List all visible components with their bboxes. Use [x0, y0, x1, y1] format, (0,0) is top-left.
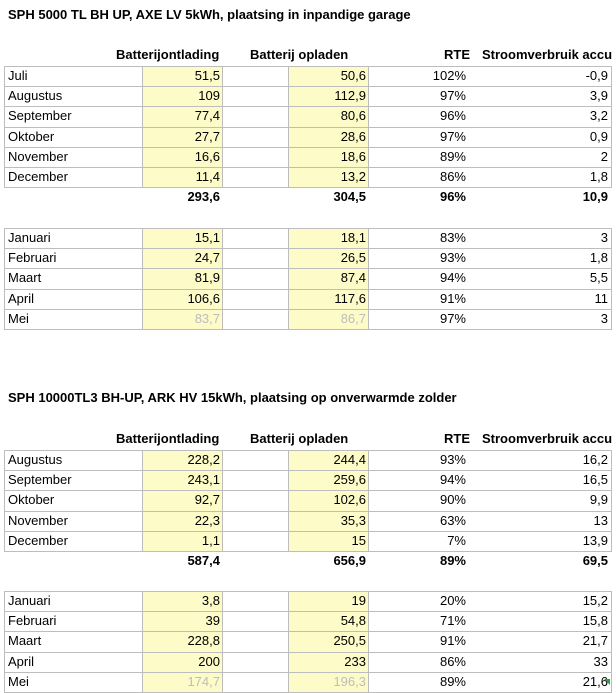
opladen-cell: 54,8	[340, 613, 366, 629]
table-title: SPH 10000TL3 BH-UP, ARK HV 15kWh, plaatsing op onverwarmde zolder	[8, 390, 457, 405]
ontlading-cell: 174,7	[187, 673, 220, 689]
ontlading-cell: 109	[198, 88, 220, 104]
opladen-cell: 196,3	[333, 673, 366, 689]
table-row	[0, 228, 616, 248]
ontlading-cell: 228,8	[187, 633, 220, 649]
month-cell: Augustus	[8, 88, 63, 104]
table-row	[0, 470, 616, 490]
stroom-cell: 2	[600, 148, 608, 164]
month-cell: Juli	[8, 68, 28, 83]
total-rte: 96%	[439, 189, 466, 204]
stroom-cell: 33	[593, 653, 608, 669]
rte-cell: 91%	[439, 290, 466, 306]
table-row	[0, 591, 616, 611]
table-row	[0, 531, 616, 551]
total-opladen: 656,9	[333, 553, 366, 568]
opladen-cell: 250,5	[333, 633, 366, 649]
rte-cell: 102%	[432, 68, 466, 83]
header-rte: RTE	[444, 47, 470, 62]
ontlading-cell: 1,1	[201, 532, 220, 548]
ontlading-cell: 24,7	[194, 250, 220, 266]
stroom-cell: 11	[594, 290, 608, 306]
table-row	[0, 167, 616, 187]
stroom-cell: 13,9	[582, 532, 608, 548]
month-cell: Maart	[8, 633, 42, 649]
month-cell: December	[8, 532, 68, 548]
ontlading-cell: 83,7	[194, 310, 220, 326]
header-rte: RTE	[444, 431, 470, 446]
table-title: SPH 5000 TL BH UP, AXE LV 5kWh, plaatsing in inpandige garage	[8, 7, 411, 22]
opladen-cell: 80,6	[340, 108, 366, 124]
opladen-cell: 117,6	[334, 290, 366, 306]
month-cell: September	[8, 472, 72, 488]
stroom-cell: 3,9	[589, 88, 608, 104]
ontlading-cell: 92,7	[194, 492, 220, 508]
rte-cell: 91%	[439, 633, 466, 649]
month-cell: Januari	[8, 593, 51, 608]
table-row	[0, 490, 616, 510]
stroom-cell: 16,5	[582, 472, 608, 488]
stroom-cell: 1,8	[589, 250, 608, 266]
rte-cell: 96%	[439, 108, 466, 124]
header-batterijontlading: Batterijontlading	[116, 47, 220, 62]
ontlading-cell: 106,6	[187, 290, 220, 306]
total-ontlading: 293,6	[187, 189, 220, 204]
stroom-cell: -0,9	[585, 68, 608, 83]
ontlading-cell: 15,1	[194, 230, 220, 245]
table-row	[0, 86, 616, 106]
total-stroom: 10,9	[582, 189, 608, 204]
opladen-cell: 86,7	[340, 310, 366, 326]
ontlading-cell: 81,9	[194, 270, 220, 286]
month-cell: Februari	[8, 250, 57, 266]
rte-cell: 83%	[439, 230, 466, 245]
rte-cell: 90%	[439, 492, 466, 508]
stroom-cell: 3,2	[589, 108, 608, 124]
table-row	[0, 248, 616, 268]
month-cell: Augustus	[8, 452, 63, 467]
opladen-cell: 244,4	[333, 452, 366, 467]
opladen-cell: 18,6	[340, 148, 366, 164]
stroom-cell: 5,5	[589, 270, 608, 286]
stroom-cell: 21,7	[582, 633, 608, 649]
opladen-cell: 19	[351, 593, 366, 608]
table-row	[0, 611, 616, 631]
month-cell: September	[8, 108, 72, 124]
ontlading-cell: 243,1	[187, 472, 220, 488]
stroom-cell: 3	[600, 310, 608, 326]
month-cell: Maart	[8, 270, 42, 286]
month-cell: November	[8, 512, 68, 528]
opladen-cell: 102,6	[333, 492, 366, 508]
month-cell: April	[8, 290, 35, 306]
header-stroomverbruik: Stroomverbruik accu	[482, 47, 613, 62]
ontlading-cell: 228,2	[187, 452, 220, 467]
stroom-cell: 15,8	[582, 613, 608, 629]
totals-row	[0, 187, 616, 207]
rte-cell: 97%	[439, 128, 466, 144]
rte-cell: 86%	[439, 653, 466, 669]
month-cell: Oktober	[8, 128, 55, 144]
ontlading-cell: 22,3	[194, 512, 220, 528]
grid-line	[4, 329, 612, 330]
stroom-cell: 21,6	[582, 673, 608, 689]
opladen-cell: 50,6	[340, 68, 366, 83]
stroom-cell: 3	[600, 230, 608, 245]
opladen-cell: 18,1	[340, 230, 366, 245]
cell-marker-icon	[604, 679, 610, 685]
month-cell: Mei	[8, 310, 29, 326]
totals-row	[0, 551, 616, 571]
rte-cell: 89%	[439, 148, 466, 164]
opladen-cell: 233	[344, 653, 366, 669]
stroom-cell: 16,2	[582, 452, 608, 467]
ontlading-cell: 27,7	[194, 128, 220, 144]
opladen-cell: 87,4	[340, 270, 366, 286]
stroom-cell: 9,9	[589, 492, 608, 508]
rte-cell: 94%	[439, 472, 466, 488]
rte-cell: 93%	[439, 452, 466, 467]
ontlading-cell: 11,4	[195, 169, 220, 184]
total-opladen: 304,5	[333, 189, 366, 204]
rte-cell: 86%	[439, 169, 466, 184]
rte-cell: 89%	[439, 673, 466, 689]
table-row	[0, 450, 616, 470]
month-cell: Oktober	[8, 492, 55, 508]
month-cell: Januari	[8, 230, 51, 245]
total-rte: 89%	[439, 553, 466, 568]
stroom-cell: 15,2	[582, 593, 608, 608]
table-row	[0, 652, 616, 672]
rte-cell: 93%	[439, 250, 466, 266]
opladen-cell: 259,6	[333, 472, 366, 488]
opladen-cell: 26,5	[340, 250, 366, 266]
month-cell: Februari	[8, 613, 57, 629]
stroom-cell: 13	[593, 512, 608, 528]
month-cell: Mei	[8, 673, 29, 689]
rte-cell: 97%	[439, 310, 466, 326]
ontlading-cell: 3,8	[201, 593, 220, 608]
table-row	[0, 631, 616, 651]
header-stroomverbruik: Stroomverbruik accu	[482, 431, 613, 446]
ontlading-cell: 16,6	[194, 148, 220, 164]
rte-cell: 7%	[447, 532, 466, 548]
opladen-cell: 15	[351, 532, 366, 548]
table-row	[0, 106, 616, 126]
rte-cell: 94%	[439, 270, 466, 286]
opladen-cell: 112,9	[334, 88, 366, 104]
opladen-cell: 13,2	[340, 169, 366, 184]
header-batterij-opladen: Batterij opladen	[250, 47, 349, 62]
table-row	[0, 511, 616, 531]
ontlading-cell: 51,5	[194, 68, 220, 83]
header-batterijontlading: Batterijontlading	[116, 431, 220, 446]
table-row	[0, 268, 616, 288]
ontlading-cell: 200	[198, 653, 220, 669]
month-cell: April	[8, 653, 35, 669]
opladen-cell: 28,6	[340, 128, 366, 144]
month-cell: December	[8, 169, 68, 184]
table-row	[0, 66, 616, 86]
rte-cell: 63%	[439, 512, 466, 528]
month-cell: November	[8, 148, 68, 164]
total-stroom: 69,5	[582, 553, 608, 568]
stroom-cell: 1,8	[589, 169, 608, 184]
header-batterij-opladen: Batterij opladen	[250, 431, 349, 446]
table-row	[0, 127, 616, 147]
ontlading-cell: 77,4	[194, 108, 220, 124]
rte-cell: 97%	[439, 88, 466, 104]
table-row	[0, 289, 616, 309]
table-row	[0, 672, 616, 692]
total-ontlading: 587,4	[187, 553, 220, 568]
table-row	[0, 309, 616, 329]
stroom-cell: 0,9	[589, 128, 608, 144]
table-row	[0, 147, 616, 167]
rte-cell: 20%	[439, 593, 466, 608]
ontlading-cell: 39	[205, 613, 220, 629]
opladen-cell: 35,3	[340, 512, 366, 528]
rte-cell: 71%	[439, 613, 466, 629]
